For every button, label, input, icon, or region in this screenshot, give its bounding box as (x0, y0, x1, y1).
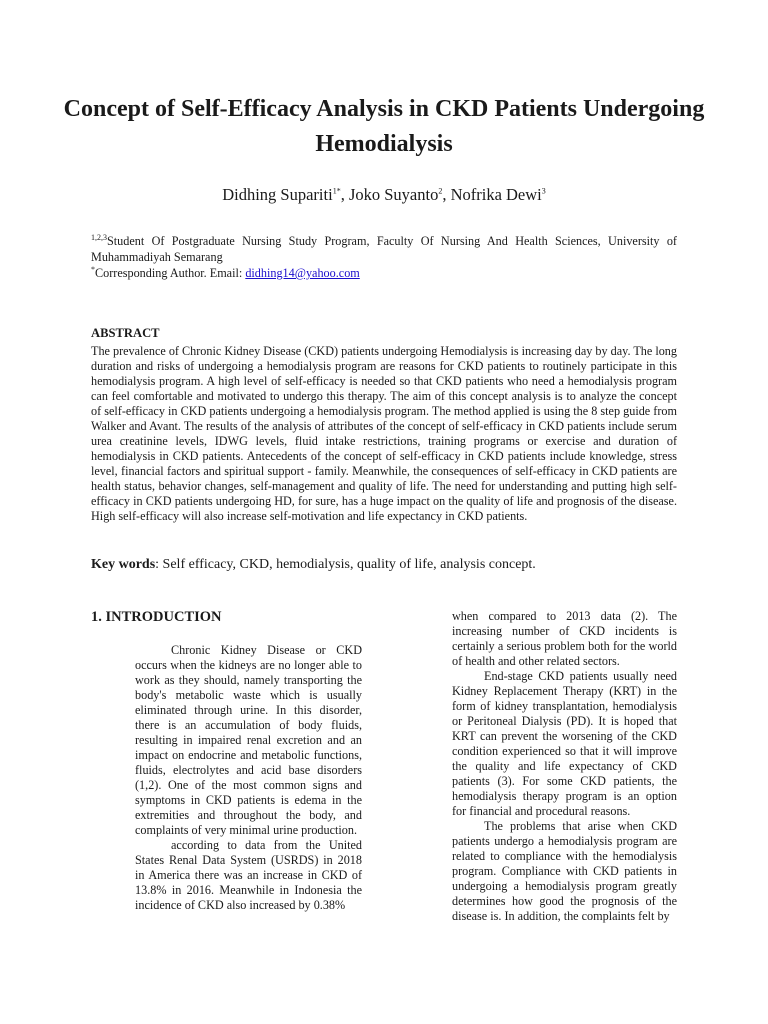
left-column (135, 643, 362, 913)
body-paragraph: Chronic Kidney Disease or CKD occurs when the kidneys are no longer able to work as they should, namely transporting the body's metabolic waste which is usually eliminated through urine. In this disorder, there is an accumulation of body fluids, resulting in impaired renal excretion and an impact on endocrine and metabolic functions, fluids, electrolytes and acid base disorders (1,2). One of the most common signs and symptoms in CKD patients is edema in the extremities and throughout the body, and complaints of very minimal urine production. (135, 643, 362, 837)
paper-title: Concept of Self-Efficacy Analysis in CKD Patients Undergoing Hemodialysis (63, 96, 705, 157)
author-superscript: 3 (541, 186, 546, 196)
affiliation-superscript: 1,2,3 (91, 232, 107, 242)
author-name: Joko Suyanto (348, 185, 439, 204)
abstract-text: The prevalence of Chronic Kidney Disease (CKD) patients undergoing Hemodialysis is increasing day by day. The long duration and risks of undergoing a hemodialysis program are reasons for CKD patients to routinely participate in this hemodialysis program. A high level of self-efficacy is needed so that CKD patients who need a hemodialysis program can feel comfortable and motivated to undergo this therapy. The aim of this concept analysis is to analyze the concept of self-efficacy in CKD patients undergoing a hemodialysis program. The method applied is using the 8 step guide from Walker and Avant. The results of the analysis of attributes of the concept of self-efficacy in CKD patients include serum urea creatinine levels, IDWG levels, fluid intake restrictions, training programs or exercise and duration of hemodialysis in CKD patients. Antecedents of the concept of self-efficacy in CKD patients include knowledge, stress level, financial factors and spiritual support - family. Meanwhile, the consequences of self-efficacy in CKD patients are health status, behavior changes, self-management and quality of life. The need for understanding and putting high self-efficacy in CKD patients undergoing HD, for sure, has a huge impact on the quality of life and prognosis of the disease. High self-efficacy will also increase self-motivation and life expectancy in CKD patients. (91, 344, 677, 523)
email-link[interactable]: didhing14@yahoo.com (245, 266, 360, 280)
affiliation (91, 233, 677, 265)
keywords (91, 556, 677, 574)
corresponding-label: Corresponding Author. Email: (95, 266, 246, 280)
body-paragraph: according to data from the United States Renal Data System (USRDS) in 2018 in America there was an increase in CKD of 13.8% in 2016. Meanwhile in Indonesia the incidence of CKD also increased by 0.38% (135, 838, 362, 912)
keywords-text: : Self efficacy, CKD, hemodialysis, quality of life, analysis concept. (155, 557, 536, 572)
body-paragraph: End-stage CKD patients usually need Kidney Replacement Therapy (KRT) in the form of kidney transplantation, hemodialysis or Peritoneal Dialysis (PD). It is hoped that KRT can prevent the worsening of the CKD condition experienced so that it will improve the quality and life expectancy of CKD patients (3). For some CKD patients, the hemodialysis therapy program is an option for financial and procedural reasons. (452, 669, 677, 818)
abstract-heading: ABSTRACT (91, 326, 160, 340)
body-paragraph: when compared to 2013 data (2). The increasing number of CKD incidents is certainly a serious problem both for the world of health and other related sectors. (452, 609, 677, 668)
author-name: Nofrika Dewi (450, 185, 542, 204)
section-heading-introduction: 1. INTRODUCTION (91, 609, 222, 625)
affiliation-text: Student Of Postgraduate Nursing Study Program, Faculty Of Nursing And Health Sciences, University of Muhammadiyah Semarang (91, 234, 677, 264)
author-list: Didhing Supariti$^{1*}$, Joko Suyanto$^2$, Nofrika Dewi$^3$ (222, 185, 546, 204)
author-superscript: 1* (332, 186, 341, 196)
author-name: Didhing Supariti (222, 185, 333, 204)
corresponding-superscript: * (91, 264, 95, 274)
author-superscript: 2 (438, 186, 443, 196)
keywords-label: Key words (91, 557, 156, 572)
affiliation-block (91, 233, 677, 281)
body-paragraph: The problems that arise when CKD patients undergo a hemodialysis program are related to compliance with the hemodialysis program. Compliance with CKD patients in undergoing a hemodialysis program greatly determines how good the prognosis of the disease is. In addition, the complaints felt by (452, 819, 677, 923)
corresponding-author (91, 265, 677, 281)
right-column (452, 609, 677, 924)
